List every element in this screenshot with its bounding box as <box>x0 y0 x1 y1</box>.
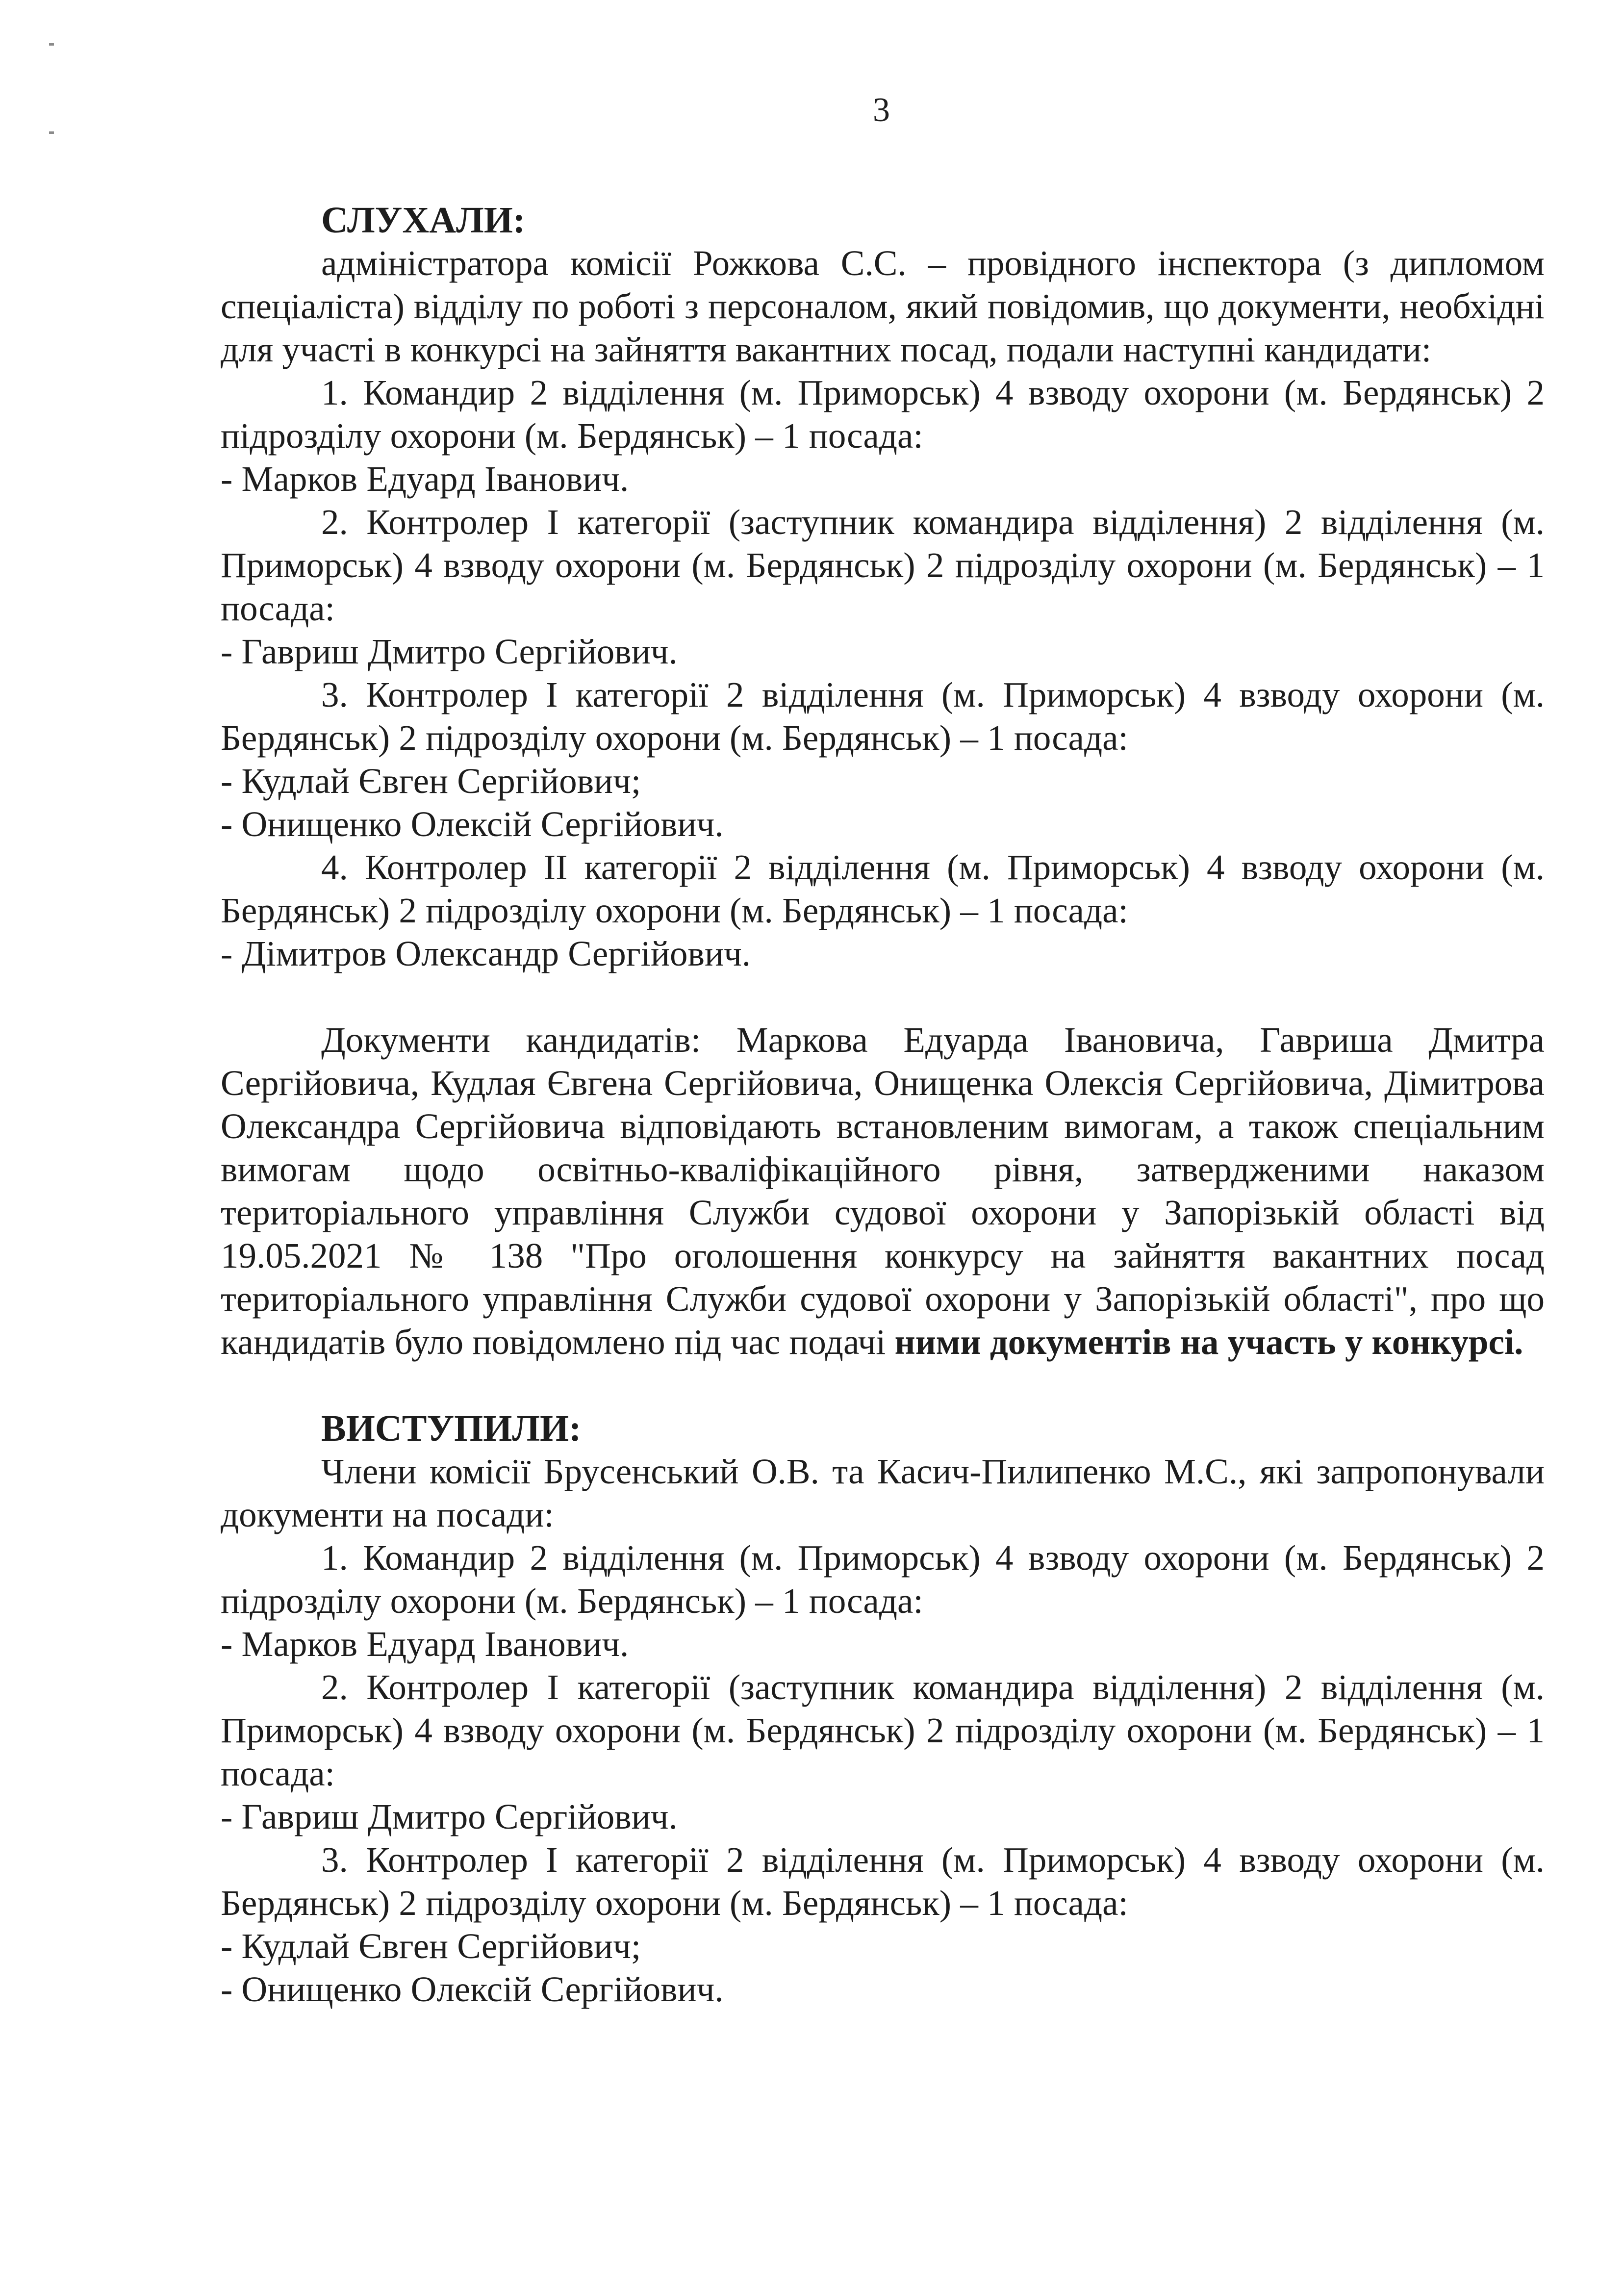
spoke-position-3: 3. Контролер I категорії 2 відділення (м. Приморськ) 4 взводу охорони (м. Бердянськ) 2 підрозділу охорони (м. Бердянськ) – 1 посада: <box>221 1840 1545 1923</box>
spoke-position-1: 1. Командир 2 відділення (м. Приморськ) 4 взводу охорони (м. Бердянськ) 2 підрозділу охорони (м. Бердянськ) – 1 посада: <box>221 1538 1545 1621</box>
spoke-position-2: 2. Контролер I категорії (заступник командира відділення) 2 відділення (м. Приморськ) 4 взводу охорони (м. Бердянськ) 2 підрозділу охорони (м. Бердянськ) – 1 посада: <box>221 1667 1545 1793</box>
documents-compliance-paragraph <box>221 1019 1545 1364</box>
heard-positions-list <box>221 371 1545 975</box>
scan-mark-top <box>49 43 54 46</box>
spoke-candidate-3-2: - Онищенко Олексій Сергійович. <box>221 1969 724 2009</box>
heard-candidate-2-1: - Гавриш Дмитро Сергійович. <box>221 632 678 671</box>
heard-position-2: 2. Контролер I категорії (заступник командира відділення) 2 відділення (м. Приморськ) 4 взводу охорони (м. Бердянськ) 2 підрозділу охорони (м. Бердянськ) – 1 посада: <box>221 502 1545 628</box>
scan-mark-left <box>49 131 54 134</box>
section-spacer <box>221 1364 1545 1407</box>
heard-candidate-3-2: - Онищенко Олексій Сергійович. <box>221 804 724 844</box>
heard-candidate-3-1: - Кудлай Євген Сергійович; <box>221 761 641 801</box>
document-body <box>221 199 1545 2011</box>
spoke-intro-paragraph: Члени комісії Брусенський О.В. та Касич-Пилипенко М.С., які запропонували документи на посади: <box>221 1452 1545 1534</box>
spoke-candidate-2-1: - Гавриш Дмитро Сергійович. <box>221 1797 678 1836</box>
section-heading-spoke: ВИСТУПИЛИ: <box>321 1408 582 1449</box>
heard-position-3: 3. Контролер I категорії 2 відділення (м. Приморськ) 4 взводу охорони (м. Бердянськ) 2 підрозділу охорони (м. Бердянськ) – 1 посада: <box>221 675 1545 758</box>
documents-compliance-text: Документи кандидатів: Маркова Едуарда Івановича, Гавриша Дмитра Сергійовича, Кудлая Євгена Сергійовича, Онищенка Олексія Сергійовича, Дімитрова Олександра Сергійовича відповідають встановленим вимогам, а також спеціальним вимогам щодо освітньо-кваліфікаційного рівня, затвердженими наказом територіального управління Служби судової охорони у Запорізькій області від 19.05.2021 № 138 "Про оголошення конкурсу на зайняття вакантних посад територіального управління Служби судової охорони у Запорізькій області", про що кандидатів було повідомлено під час подачі <box>221 1020 1545 1362</box>
spoke-positions-list <box>221 1536 1545 2011</box>
spoke-candidate-1-1: - Марков Едуард Іванович. <box>221 1624 629 1664</box>
documents-compliance-tail: ними документів на участь у конкурсі. <box>894 1322 1523 1362</box>
section-heading-heard: СЛУХАЛИ: <box>321 200 526 241</box>
heard-candidate-1-1: - Марков Едуард Іванович. <box>221 459 629 499</box>
heard-candidate-4-1: - Дімитров Олександр Сергійович. <box>221 934 751 973</box>
spoke-candidate-3-1: - Кудлай Євген Сергійович; <box>221 1926 641 1966</box>
heard-intro-paragraph: адміністратора комісії Рожкова С.С. – провідного інспектора (з дипломом спеціаліста) відділу по роботі з персоналом, який повідомив, що документи, необхідні для участі в конкурсі на зайняття вакантних посад, подали наступні кандидати: <box>221 243 1545 369</box>
paragraph-spacer <box>221 975 1545 1019</box>
page-number: 3 <box>873 91 890 129</box>
heard-position-1: 1. Командир 2 відділення (м. Приморськ) 4 взводу охорони (м. Бердянськ) 2 підрозділу охорони (м. Бердянськ) – 1 посада: <box>221 373 1545 456</box>
heard-position-4: 4. Контролер II категорії 2 відділення (м. Приморськ) 4 взводу охорони (м. Бердянськ) 2 підрозділу охорони (м. Бердянськ) – 1 посада: <box>221 847 1545 930</box>
